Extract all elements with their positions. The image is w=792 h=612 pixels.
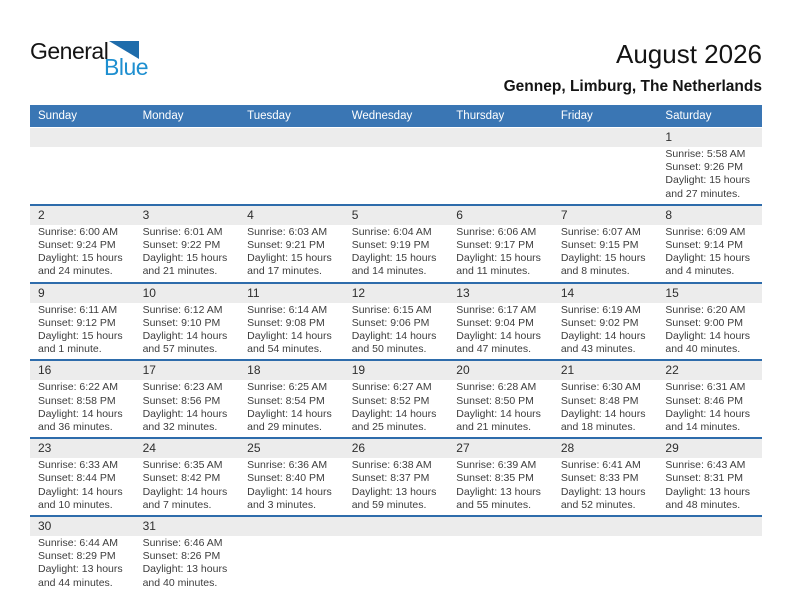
sunset-text: Sunset: 9:24 PM xyxy=(38,239,116,252)
day-number: 7 xyxy=(560,207,568,222)
sunset-text: Sunset: 8:58 PM xyxy=(38,394,116,407)
sunrise-text: Sunrise: 6:28 AM xyxy=(456,381,537,394)
day-number: 22 xyxy=(665,363,679,378)
day-cell xyxy=(553,225,658,282)
daylight-text-line1: Daylight: 14 hours xyxy=(560,407,646,420)
day-cell xyxy=(657,303,762,360)
calendar-week-row xyxy=(30,359,762,437)
weekday-header-sunday: Sunday xyxy=(38,110,78,122)
daylight-text-line1: Daylight: 15 hours xyxy=(665,252,751,265)
daylight-text-line2: and 21 minutes. xyxy=(142,265,218,278)
daylight-text-line1: Daylight: 14 hours xyxy=(38,485,123,498)
day-cell xyxy=(135,303,240,360)
sunset-text: Sunset: 9:04 PM xyxy=(456,316,534,329)
sunset-text: Sunset: 8:40 PM xyxy=(247,472,325,485)
sunrise-text: Sunrise: 6:39 AM xyxy=(456,459,537,472)
day-number-band xyxy=(30,284,762,303)
sunrise-text: Sunrise: 6:36 AM xyxy=(247,459,328,472)
day-cell xyxy=(344,303,449,360)
day-number xyxy=(239,517,344,536)
sunset-text: Sunset: 8:35 PM xyxy=(456,472,534,485)
day-cell xyxy=(553,303,658,360)
sunrise-text: Sunrise: 6:06 AM xyxy=(456,225,537,238)
daylight-text-line2: and 43 minutes. xyxy=(560,343,636,356)
daylight-text-line1: Daylight: 13 hours xyxy=(351,485,437,498)
empty-day-cell xyxy=(30,147,135,204)
day-cell xyxy=(30,303,135,360)
daylight-text-line1: Daylight: 14 hours xyxy=(665,330,751,343)
daylight-text-line2: and 10 minutes. xyxy=(38,498,113,511)
sunset-text: Sunset: 9:08 PM xyxy=(247,316,325,329)
daylight-text-line1: Daylight: 14 hours xyxy=(142,407,228,420)
day-details-row xyxy=(30,536,762,593)
day-number xyxy=(135,128,240,147)
day-number: 28 xyxy=(560,441,575,456)
day-number: 19 xyxy=(351,363,366,378)
daylight-text-line2: and 48 minutes. xyxy=(665,498,741,511)
sunrise-text: Sunrise: 6:17 AM xyxy=(456,303,537,316)
general-blue-logo xyxy=(30,40,148,79)
day-number xyxy=(344,517,449,536)
day-number: 30 xyxy=(38,519,52,534)
sunset-text: Sunset: 8:33 PM xyxy=(560,472,639,485)
daylight-text-line2: and 55 minutes. xyxy=(456,498,531,511)
sunset-text: Sunset: 8:42 PM xyxy=(142,472,221,485)
day-number: 29 xyxy=(665,441,679,456)
sunrise-text: Sunrise: 6:09 AM xyxy=(665,225,746,238)
sunset-text: Sunset: 8:26 PM xyxy=(142,550,221,563)
sunrise-text: Sunrise: 6:44 AM xyxy=(38,537,118,550)
daylight-text-line1: Daylight: 14 hours xyxy=(351,330,437,343)
sunrise-text: Sunrise: 6:23 AM xyxy=(142,381,223,394)
daylight-text-line2: and 8 minutes. xyxy=(560,265,630,278)
day-number xyxy=(657,517,762,536)
day-cell xyxy=(553,380,658,437)
empty-day-cell xyxy=(344,147,449,204)
calendar-table xyxy=(30,105,762,593)
day-details-row xyxy=(30,458,762,515)
sunrise-text: Sunrise: 6:14 AM xyxy=(247,303,328,316)
sunset-text: Sunset: 8:31 PM xyxy=(665,472,744,485)
day-cell xyxy=(135,225,240,282)
daylight-text-line1: Daylight: 13 hours xyxy=(38,563,123,576)
daylight-text-line1: Daylight: 15 hours xyxy=(456,252,541,265)
day-number: 15 xyxy=(665,285,679,300)
daylight-text-line1: Daylight: 14 hours xyxy=(456,407,541,420)
daylight-text-line1: Daylight: 14 hours xyxy=(560,330,646,343)
day-number: 17 xyxy=(142,363,156,378)
location-subtitle: Gennep, Limburg, The Netherlands xyxy=(503,77,762,95)
empty-day-cell xyxy=(239,536,344,593)
daylight-text-line2: and 57 minutes. xyxy=(142,343,218,356)
calendar-week-row xyxy=(30,282,762,360)
header-titles xyxy=(504,40,762,96)
sunset-text: Sunset: 8:29 PM xyxy=(38,550,116,563)
day-number: 3 xyxy=(142,207,150,222)
sunset-text: Sunset: 8:56 PM xyxy=(142,394,221,407)
day-cell xyxy=(657,147,762,204)
weekday-header-saturday: Saturday xyxy=(665,110,712,122)
calendar-week-row xyxy=(30,128,762,204)
daylight-text-line1: Daylight: 13 hours xyxy=(142,563,228,576)
day-number: 25 xyxy=(247,441,261,456)
daylight-text-line2: and 11 minutes. xyxy=(456,265,531,278)
empty-day-cell xyxy=(448,536,553,593)
day-number: 24 xyxy=(142,441,156,456)
day-number-band xyxy=(30,517,762,536)
day-number xyxy=(30,128,135,147)
day-details-row xyxy=(30,147,762,204)
daylight-text-line2: and 54 minutes. xyxy=(247,343,322,356)
day-cell xyxy=(30,458,135,515)
daylight-text-line1: Daylight: 14 hours xyxy=(142,330,228,343)
day-cell xyxy=(657,458,762,515)
daylight-text-line2: and 4 minutes. xyxy=(665,265,735,278)
daylight-text-line2: and 47 minutes. xyxy=(456,343,531,356)
day-cell xyxy=(30,536,135,593)
day-number xyxy=(448,128,553,147)
daylight-text-line2: and 44 minutes. xyxy=(38,576,113,589)
calendar-week-row xyxy=(30,204,762,282)
day-number xyxy=(553,128,658,147)
sunrise-text: Sunrise: 6:22 AM xyxy=(38,381,118,394)
sunrise-text: Sunrise: 6:20 AM xyxy=(665,303,746,316)
day-number: 20 xyxy=(456,363,470,378)
sunset-text: Sunset: 9:15 PM xyxy=(560,239,639,252)
sunset-text: Sunset: 9:12 PM xyxy=(38,316,116,329)
daylight-text-line1: Daylight: 14 hours xyxy=(247,485,332,498)
daylight-text-line1: Daylight: 14 hours xyxy=(142,485,228,498)
day-number-band xyxy=(30,206,762,225)
day-number: 12 xyxy=(351,285,366,300)
day-cell xyxy=(239,225,344,282)
day-cell xyxy=(344,380,449,437)
weekday-header-wednesday: Wednesday xyxy=(351,110,413,122)
sunrise-text: Sunrise: 6:46 AM xyxy=(142,537,223,550)
sunrise-text: Sunrise: 6:12 AM xyxy=(142,303,223,316)
sunrise-text: Sunrise: 6:19 AM xyxy=(560,303,641,316)
sunset-text: Sunset: 8:52 PM xyxy=(351,394,430,407)
sunset-text: Sunset: 8:46 PM xyxy=(665,394,744,407)
day-number: 26 xyxy=(351,441,366,456)
sunset-text: Sunset: 8:50 PM xyxy=(456,394,534,407)
daylight-text-line2: and 7 minutes. xyxy=(142,498,212,511)
day-number-band xyxy=(30,361,762,380)
sunrise-text: Sunrise: 5:58 AM xyxy=(665,148,746,160)
day-details-row xyxy=(30,303,762,360)
sunrise-text: Sunrise: 6:30 AM xyxy=(560,381,641,394)
weekday-header-thursday: Thursday xyxy=(456,110,505,122)
daylight-text-line2: and 18 minutes. xyxy=(560,421,636,434)
weekday-header-row xyxy=(30,105,762,127)
daylight-text-line2: and 36 minutes. xyxy=(38,421,113,434)
empty-day-cell xyxy=(344,536,449,593)
daylight-text-line1: Daylight: 14 hours xyxy=(665,407,751,420)
day-number xyxy=(239,128,344,147)
daylight-text-line2: and 1 minute. xyxy=(38,343,102,356)
day-cell xyxy=(344,458,449,515)
day-cell xyxy=(30,225,135,282)
day-cell xyxy=(657,380,762,437)
day-number: 8 xyxy=(665,207,673,222)
sunset-text: Sunset: 9:22 PM xyxy=(142,239,221,252)
sunrise-text: Sunrise: 6:33 AM xyxy=(38,459,118,472)
day-number: 13 xyxy=(456,285,470,300)
sunrise-text: Sunrise: 6:38 AM xyxy=(351,459,432,472)
day-number: 4 xyxy=(247,207,254,222)
day-cell xyxy=(448,303,553,360)
sunset-text: Sunset: 8:44 PM xyxy=(38,472,116,485)
daylight-text-line2: and 14 minutes. xyxy=(665,421,741,434)
month-title: August 2026 xyxy=(615,39,762,69)
day-cell xyxy=(30,380,135,437)
sunrise-text: Sunrise: 6:07 AM xyxy=(560,225,641,238)
daylight-text-line2: and 52 minutes. xyxy=(560,498,636,511)
calendar-page xyxy=(0,40,792,612)
day-details-row xyxy=(30,380,762,437)
daylight-text-line2: and 17 minutes. xyxy=(247,265,322,278)
sunset-text: Sunset: 9:19 PM xyxy=(351,239,430,252)
day-cell xyxy=(135,458,240,515)
empty-day-cell xyxy=(553,536,658,593)
day-number: 2 xyxy=(38,207,45,222)
sunset-text: Sunset: 9:02 PM xyxy=(560,316,639,329)
daylight-text-line1: Daylight: 14 hours xyxy=(351,407,437,420)
day-number: 5 xyxy=(351,207,359,222)
daylight-text-line1: Daylight: 14 hours xyxy=(247,330,332,343)
sunrise-text: Sunrise: 6:27 AM xyxy=(351,381,432,394)
day-number: 6 xyxy=(456,207,463,222)
sunset-text: Sunset: 9:10 PM xyxy=(142,316,221,329)
logo-text-general: General xyxy=(30,38,109,64)
empty-day-cell xyxy=(135,147,240,204)
day-cell xyxy=(448,458,553,515)
daylight-text-line2: and 59 minutes. xyxy=(351,498,427,511)
sunrise-text: Sunrise: 6:41 AM xyxy=(560,459,641,472)
day-cell xyxy=(448,380,553,437)
day-cell xyxy=(239,380,344,437)
weekday-header-monday: Monday xyxy=(142,110,184,122)
sunset-text: Sunset: 9:26 PM xyxy=(665,161,744,174)
daylight-text-line2: and 25 minutes. xyxy=(351,421,427,434)
sunset-text: Sunset: 8:37 PM xyxy=(351,472,430,485)
daylight-text-line1: Daylight: 14 hours xyxy=(38,407,123,420)
day-number: 14 xyxy=(560,285,575,300)
daylight-text-line2: and 3 minutes. xyxy=(247,498,317,511)
day-number: 16 xyxy=(38,363,52,378)
day-number: 21 xyxy=(560,363,575,378)
calendar-week-row xyxy=(30,437,762,515)
empty-day-cell xyxy=(448,147,553,204)
calendar-grid xyxy=(30,128,762,593)
day-cell xyxy=(239,303,344,360)
daylight-text-line1: Daylight: 15 hours xyxy=(560,252,646,265)
daylight-text-line1: Daylight: 15 hours xyxy=(38,252,123,265)
day-details-row xyxy=(30,225,762,282)
day-number-band xyxy=(30,439,762,458)
daylight-text-line2: and 27 minutes. xyxy=(665,187,741,200)
day-number: 9 xyxy=(38,285,45,300)
day-number: 31 xyxy=(142,519,156,534)
day-number: 23 xyxy=(38,441,52,456)
daylight-text-line1: Daylight: 13 hours xyxy=(560,485,646,498)
day-number xyxy=(553,517,658,536)
sunset-text: Sunset: 9:14 PM xyxy=(665,239,744,252)
sunset-text: Sunset: 9:17 PM xyxy=(456,239,534,252)
daylight-text-line1: Daylight: 14 hours xyxy=(456,330,541,343)
weekday-header-tuesday: Tuesday xyxy=(247,110,291,122)
sunrise-text: Sunrise: 6:01 AM xyxy=(142,225,223,238)
day-number: 1 xyxy=(665,130,673,144)
day-cell xyxy=(239,458,344,515)
sunrise-text: Sunrise: 6:03 AM xyxy=(247,225,328,238)
day-number xyxy=(448,517,553,536)
daylight-text-line2: and 29 minutes. xyxy=(247,421,322,434)
day-cell xyxy=(657,225,762,282)
daylight-text-line2: and 32 minutes. xyxy=(142,421,218,434)
day-number: 11 xyxy=(247,285,260,300)
day-number-band xyxy=(30,128,762,147)
daylight-text-line1: Daylight: 15 hours xyxy=(142,252,228,265)
sunrise-text: Sunrise: 6:11 AM xyxy=(38,303,118,316)
day-cell xyxy=(135,380,240,437)
daylight-text-line2: and 21 minutes. xyxy=(456,421,531,434)
calendar-week-row xyxy=(30,515,762,593)
day-cell xyxy=(553,458,658,515)
weekday-header-friday: Friday xyxy=(560,110,593,122)
sunset-text: Sunset: 8:48 PM xyxy=(560,394,639,407)
daylight-text-line2: and 40 minutes. xyxy=(665,343,741,356)
sunset-text: Sunset: 8:54 PM xyxy=(247,394,325,407)
daylight-text-line1: Daylight: 13 hours xyxy=(456,485,541,498)
daylight-text-line1: Daylight: 15 hours xyxy=(247,252,332,265)
day-number: 27 xyxy=(456,441,470,456)
daylight-text-line2: and 24 minutes. xyxy=(38,265,113,278)
day-number: 10 xyxy=(142,285,156,300)
sunrise-text: Sunrise: 6:15 AM xyxy=(351,303,432,316)
daylight-text-line1: Daylight: 15 hours xyxy=(665,174,751,187)
daylight-text-line1: Daylight: 15 hours xyxy=(351,252,437,265)
daylight-text-line1: Daylight: 15 hours xyxy=(38,330,123,343)
sunset-text: Sunset: 9:00 PM xyxy=(665,316,744,329)
sunset-text: Sunset: 9:06 PM xyxy=(351,316,430,329)
sunset-text: Sunset: 9:21 PM xyxy=(247,239,325,252)
daylight-text-line2: and 14 minutes. xyxy=(351,265,427,278)
empty-day-cell xyxy=(657,536,762,593)
day-cell xyxy=(344,225,449,282)
sunrise-text: Sunrise: 6:31 AM xyxy=(665,381,746,394)
sunrise-text: Sunrise: 6:35 AM xyxy=(142,459,223,472)
day-cell xyxy=(135,536,240,593)
sunrise-text: Sunrise: 6:00 AM xyxy=(38,225,118,238)
sunrise-text: Sunrise: 6:25 AM xyxy=(247,381,328,394)
day-cell xyxy=(448,225,553,282)
daylight-text-line1: Daylight: 13 hours xyxy=(665,485,751,498)
day-number: 18 xyxy=(247,363,261,378)
daylight-text-line2: and 50 minutes. xyxy=(351,343,427,356)
sunrise-text: Sunrise: 6:04 AM xyxy=(351,225,432,238)
logo-text-blue: Blue xyxy=(104,54,149,80)
daylight-text-line2: and 40 minutes. xyxy=(142,576,218,589)
day-number xyxy=(344,128,449,147)
topbar xyxy=(30,40,762,98)
empty-day-cell xyxy=(239,147,344,204)
empty-day-cell xyxy=(553,147,658,204)
daylight-text-line1: Daylight: 14 hours xyxy=(247,407,332,420)
sunrise-text: Sunrise: 6:43 AM xyxy=(665,459,746,472)
